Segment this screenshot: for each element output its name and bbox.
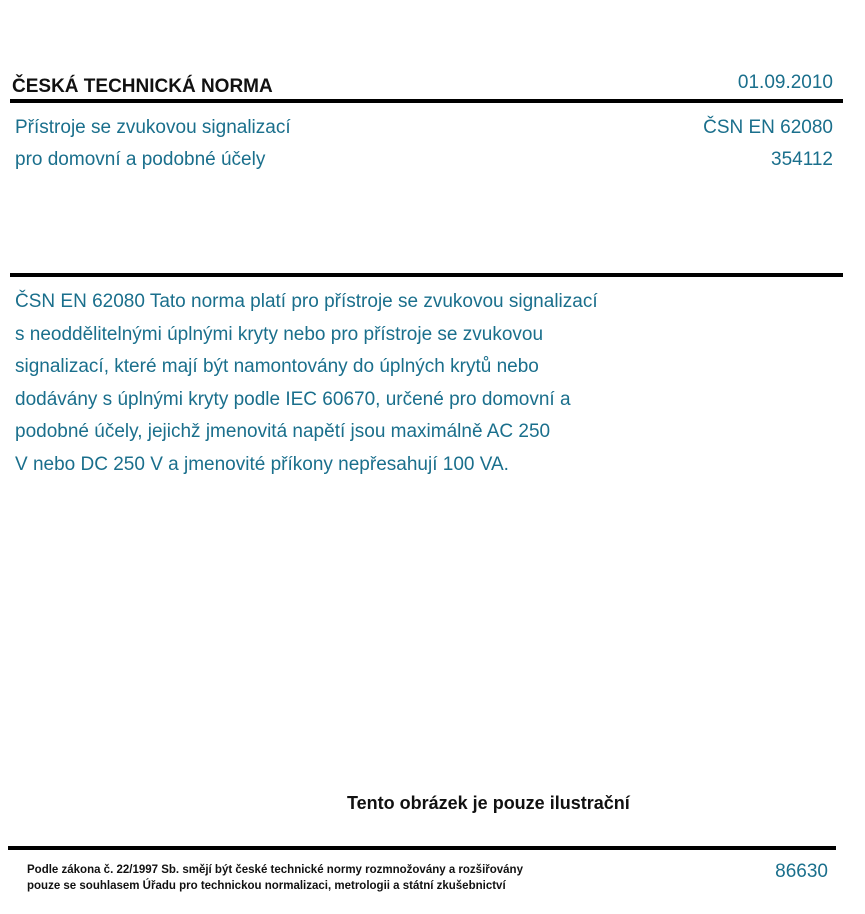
document-title-line-2: pro domovní a podobné účely [15, 149, 266, 170]
legal-notice-line: Podle zákona č. 22/1997 Sb. smějí být české technické normy rozmnožovány a rozšiřovány [27, 864, 523, 876]
document-title-line-1: Přístroje se zvukovou signalizací [15, 117, 291, 138]
abstract-line: signalizací, které mají být namontovány do úplných krytů nebo [15, 356, 539, 377]
standard-code: ČSN EN 62080 [703, 117, 833, 138]
class-number: 354112 [771, 149, 833, 170]
section-divider [10, 273, 843, 277]
header-title: ČESKÁ TECHNICKÁ NORMA [12, 76, 273, 97]
header-divider [10, 99, 843, 103]
abstract-line: podobné účely, jejichž jmenovitá napětí jsou maximálně AC 250 [15, 421, 551, 442]
legal-notice [27, 862, 523, 894]
abstract-line: s neoddělitelnými úplnými kryty nebo pro přístroje se zvukovou [15, 323, 544, 345]
abstract-line: ČSN EN 62080 Tato norma platí pro přístroje se zvukovou signalizací [15, 291, 598, 312]
legal-notice-line: pouze se souhlasem Úřadu pro technickou normalizaci, metrologii a státní zkušebnictví [27, 880, 506, 892]
abstract [15, 286, 695, 481]
catalog-number: 86630 [775, 861, 828, 882]
publication-date: 01.09.2010 [737, 72, 833, 93]
abstract-line: dodávány s úplnými kryty podle IEC 60670, určené pro domovní a [15, 388, 571, 410]
illustration-notice: Tento obrázek je pouze ilustrační [347, 793, 630, 813]
abstract-line: V nebo DC 250 V a jmenovité příkony nepřesahují 100 VA. [15, 453, 509, 475]
footer-divider [8, 846, 836, 850]
